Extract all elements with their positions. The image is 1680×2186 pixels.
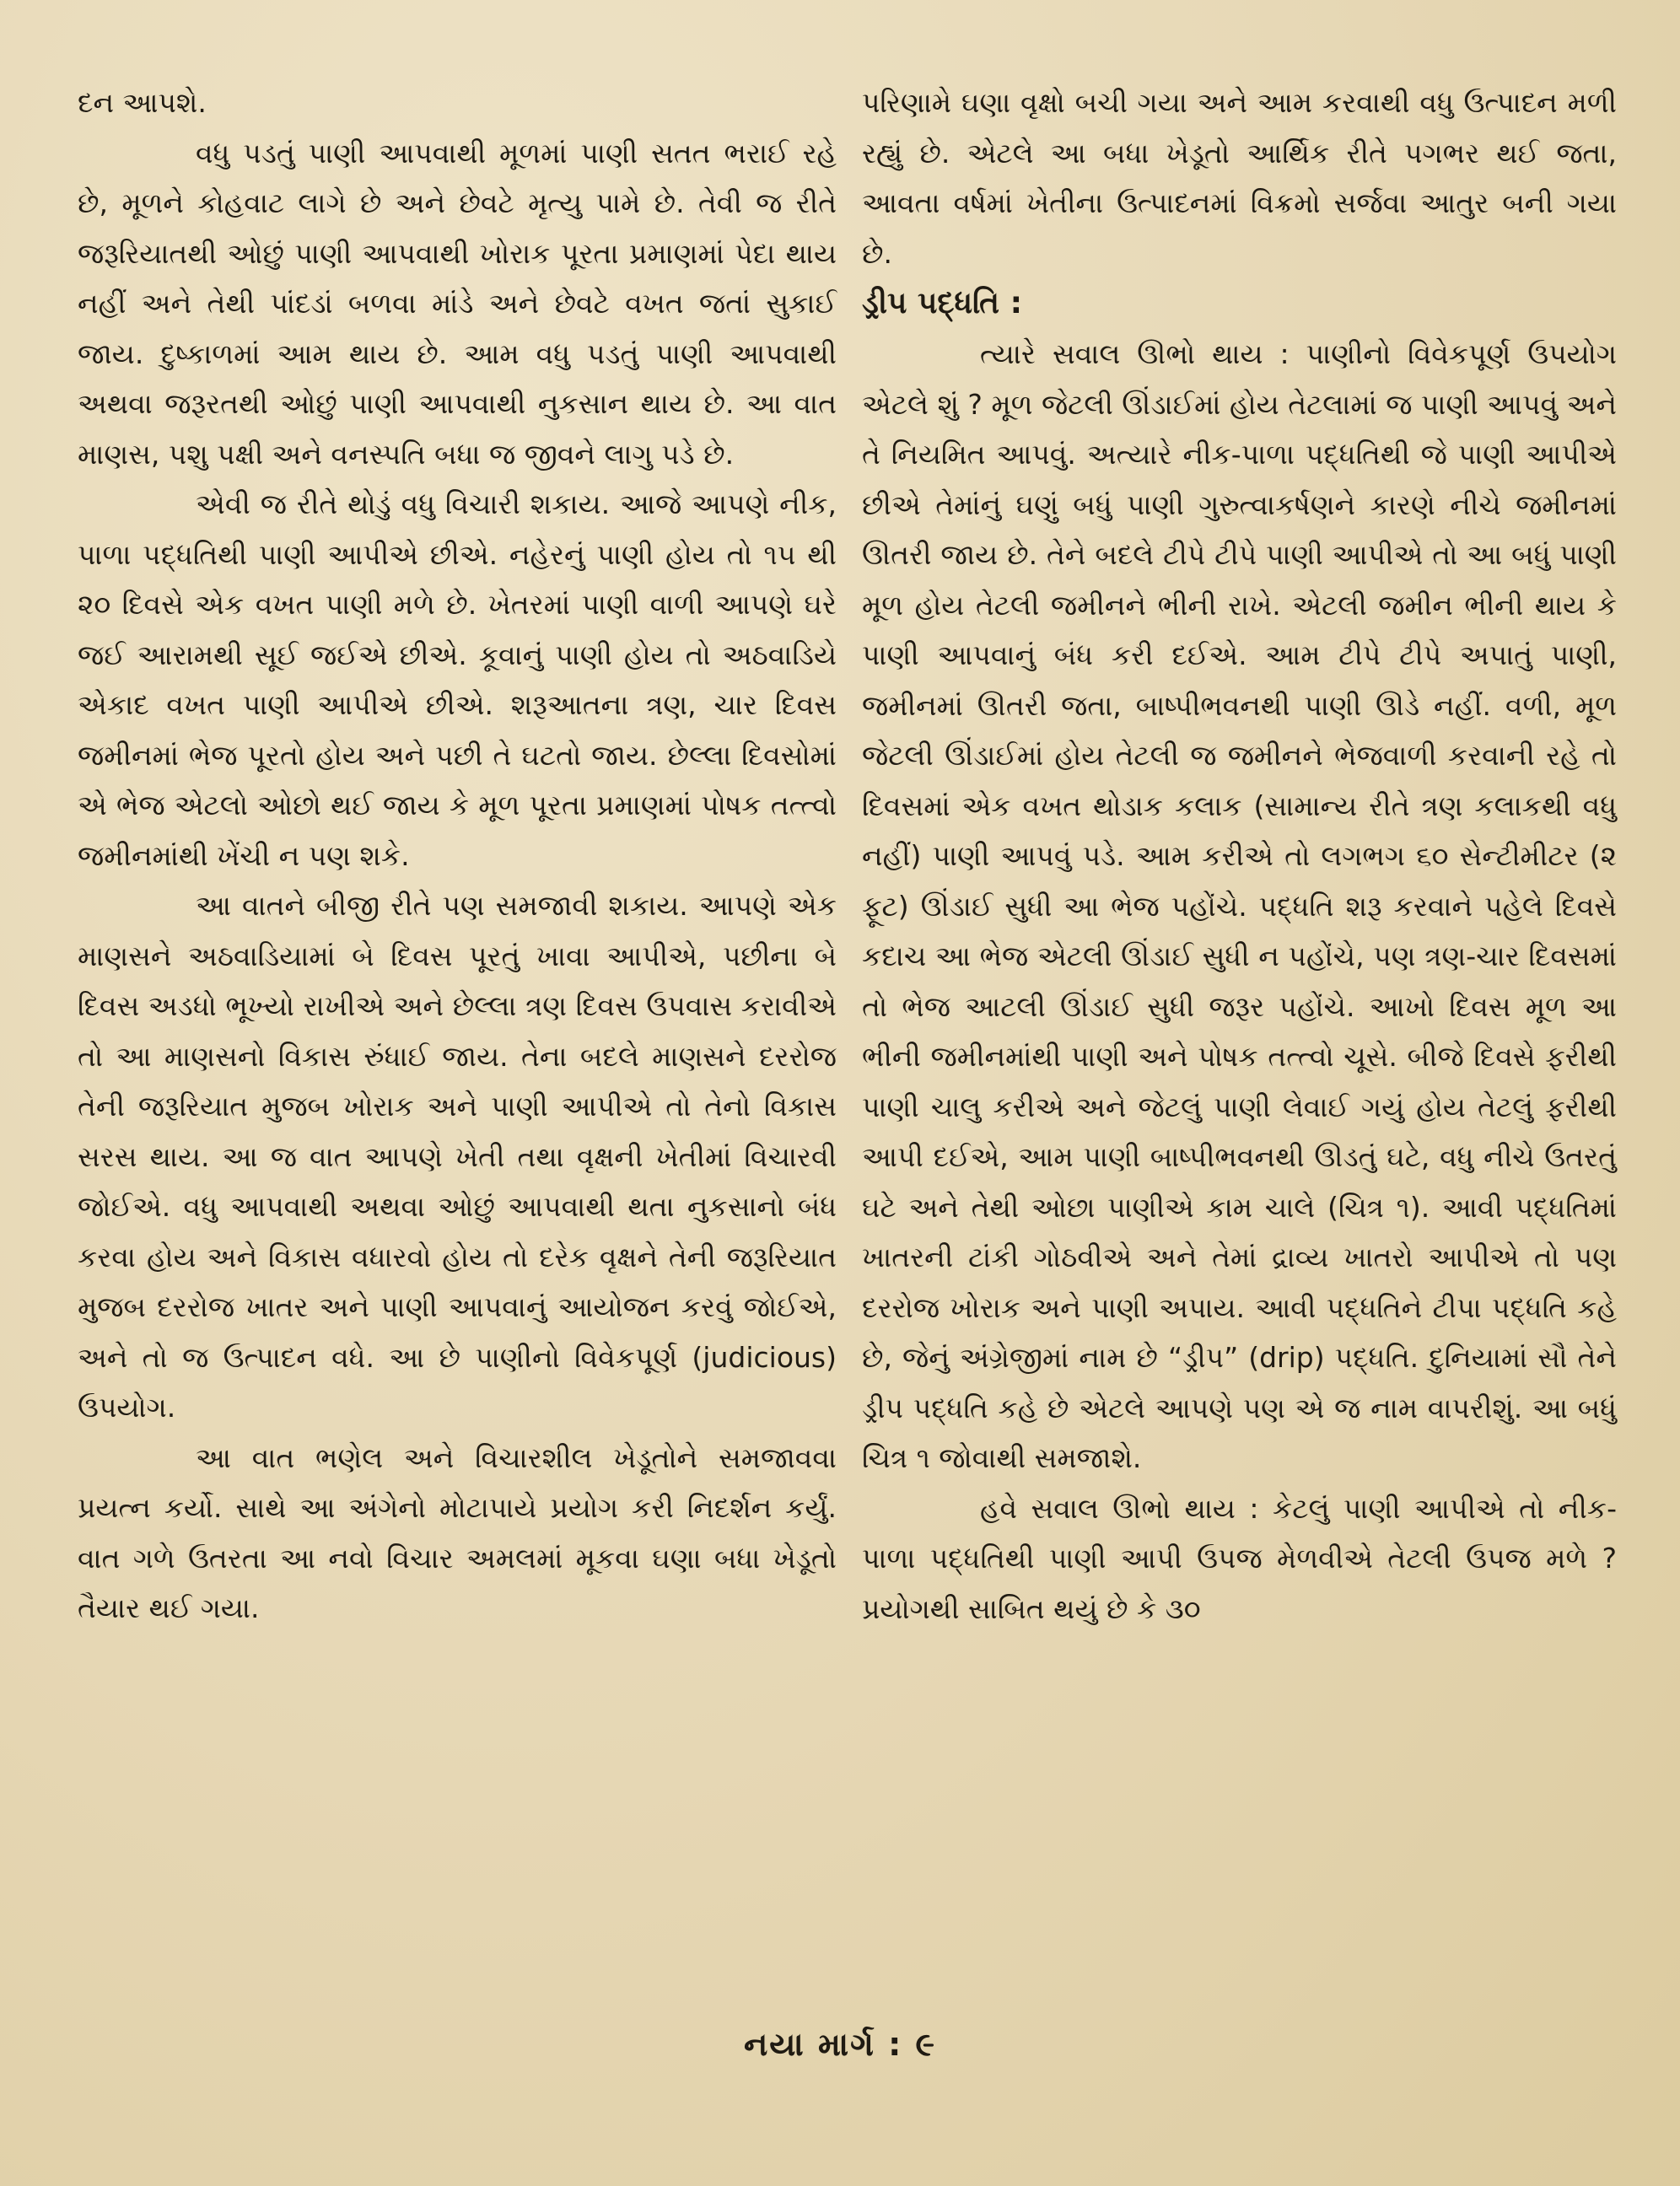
section-heading: ડ્રીપ પદ્ધતિ : (862, 286, 1022, 320)
paragraph: પરિણામે ઘણા વૃક્ષો બચી ગયા અને આમ કરવાથી વધુ ઉત્પાદન મળી રહ્યું છે. એટલે આ બધા ખેડૂતો આર્થિક રીતે પગભર થઈ જતા, આવતા વર્ષમાં ખેતીના ઉત્પાદનમાં વિક્રમો સર્જવા આતુર બની ગયા છે. (862, 86, 1617, 270)
paragraph: વધુ પડતું પાણી આપવાથી મૂળમાં પાણી સતત ભરાઈ રહે છે, મૂળને કોહવાટ લાગે છે અને છેવટે મૃત્યુ પામે છે. તેવી જ રીતે જરૂરિયાતથી ઓછું પાણી આપવાથી ખોરાક પૂરતા પ્રમાણમાં પેદા થાય નહીં અને તેથી પાંદડાં બળવા માંડે અને છેવટે વખત જતાં સુકાઈ જાય. દુષ્કાળમાં આમ થાય છે. આમ વધુ પડતું પાણી આપવાથી અથવા જરૂરતથી ઓછું પાણી આપવાથી નુકસાન થાય છે. આ વાત માણસ, પશુ પક્ષી અને વનસ્પતિ બધા જ જીવને લાગુ પડે છે. (78, 136, 837, 471)
paragraph: આ વાત ભણેલ અને વિચારશીલ ખેડૂતોને સમજાવવા પ્રયત્ન કર્યો. સાથે આ અંગેનો મોટાપાયે પ્રયોગ કરી નિદર્શન કર્યું. વાત ગળે ઉતરતા આ નવો વિચાર અમલમાં મૂકવા ઘણા બધા ખેડૂતો તૈયાર થઈ ગયા. (78, 1440, 837, 1624)
paragraph: આ વાતને બીજી રીતે પણ સમજાવી શકાય. આપણે એક માણસને અઠવાડિયામાં બે દિવસ પૂરતું ખાવા આપીએ, પછીના બે દિવસ અડધો ભૂખ્યો રાખીએ અને છેલ્લા ત્રણ દિવસ ઉપવાસ કરાવીએ તો આ માણસનો વિકાસ રુંધાઈ જાય. તેના બદલે માણસને દરરોજ તેની જરૂરિયાત મુજબ ખોરાક અને પાણી આપીએ તો તેનો વિકાસ સરસ થાય. આ જ વાત આપણે ખેતી તથા વૃક્ષની ખેતીમાં વિચારવી જોઈએ. વધુ આપવાથી અથવા ઓછું આપવાથી થતા નુકસાનો બંધ કરવા હોય અને વિકાસ વધારવો હોય તો દરેક વૃક્ષને તેની જરૂરિયાત મુજબ દરરોજ ખાતર અને પાણી આપવાનું આયોજન કરવું જોઈએ, અને તો જ ઉત્પાદન વધે. આ છે પાણીનો વિવેકપૂર્ણ (judicious) ઉપયોગ. (78, 889, 837, 1424)
paragraph: ત્યારે સવાલ ઊભો થાય : પાણીનો વિવેકપૂર્ણ ઉપયોગ એટલે શું ? મૂળ જેટલી ઊંડાઈમાં હોય તેટલામાં જ પાણી આપવું અને તે નિયમિત આપવું. અત્યારે નીક-પાળા પદ્ધતિથી જે પાણી આપીએ છીએ તેમાંનું ઘણું બધું પાણી ગુરુત્વાકર્ષણને કારણે નીચે જમીનમાં ઊતરી જાય છે. તેને બદલે ટીપે ટીપે પાણી આપીએ તો આ બધું પાણી મૂળ હોય તેટલી જમીનને ભીની રાખે. એટલી જમીન ભીની થાય કે પાણી આપવાનું બંધ કરી દઈએ. આમ ટીપે ટીપે અપાતું પાણી, જમીનમાં ઊતરી જતા, બાષ્પીભવનથી પાણી ઊડે નહીં. વળી, મૂળ જેટલી ઊંડાઈમાં હોય તેટલી જ જમીનને ભેજવાળી કરવાની રહે તો દિવસમાં એક વખત થોડાક કલાક (સામાન્ય રીતે ત્રણ કલાકથી વધુ નહીં) પાણી આપવું પડે. આમ કરીએ તો લગભગ ૬૦ સેન્ટીમીટર (૨ ફૂટ) ઊંડાઈ સુધી આ ભેજ પહોંચે. પદ્ધતિ શરૂ કરવાને પહેલે દિવસે કદાચ આ ભેજ એટલી ઊંડાઈ સુધી ન પહોંચે, પણ ત્રણ-ચાર દિવસમાં તો ભેજ આટલી ઊંડાઈ સુધી જરૂર પહોંચે. આખો દિવસ મૂળ આ ભીની જમીનમાંથી પાણી અને પોષક તત્ત્વો ચૂસે. બીજે દિવસે ફરીથી પાણી ચાલુ કરીએ અને જેટલું પાણી લેવાઈ ગયું હોય તેટલું ફરીથી આપી દઈએ, આમ પાણી બાષ્પીભવનથી ઊડતું ઘટે, વધુ નીચે ઉતરતું ઘટે અને તેથી ઓછા પાણીએ કામ ચાલે (ચિત્ર ૧). આવી પદ્ધતિમાં ખાતરની ટાંકી ગોઠવીએ અને તેમાં દ્રાવ્ય ખાતરો આપીએ તો પણ દરરોજ ખોરાક અને પાણી અપાય. આવી પદ્ધતિને ટીપા પદ્ધતિ કહે છે, જેનું અંગ્રેજીમાં નામ છે “ડ્રીપ” (drip) પદ્ધતિ. દુનિયામાં સૌ તેને ડ્રીપ પદ્ધતિ કહે છે એટલે આપણે પણ એ જ નામ વાપરીશું. આ બધું ચિત્ર ૧ જોવાથી સમજાશે. (862, 337, 1617, 1474)
left-column (78, 78, 837, 1634)
paragraph: એવી જ રીતે થોડું વધુ વિચારી શકાય. આજે આપણે નીક, પાળા પદ્ધતિથી પાણી આપીએ છીએ. નહેરનું પાણી હોય તો ૧૫ થી ૨૦ દિવસે એક વખત પાણી મળે છે. ખેતરમાં પાણી વાળી આપણે ઘરે જઈ આરામથી સૂઈ જઈએ છીએ. કૂવાનું પાણી હોય તો અઠવાડિયે એકાદ વખત પાણી આપીએ છીએ. શરૂઆતના ત્રણ, ચાર દિવસ જમીનમાં ભેજ પૂરતો હોય અને પછી તે ઘટતો જાય. છેલ્લા દિવસોમાં એ ભેજ એટલો ઓછો થઈ જાય કે મૂળ પૂરતા પ્રમાણમાં પોષક તત્ત્વો જમીનમાંથી ખેંચી ન પણ શકે. (78, 487, 837, 872)
right-column (862, 78, 1617, 1634)
page-footer: નયા માર્ગ : ૯ (743, 2026, 936, 2063)
paragraph: દન આપશે. (78, 86, 207, 119)
paragraph: હવે સવાલ ઊભો થાય : કેટલું પાણી આપીએ તો નીક-પાળા પદ્ધતિથી પાણી આપી ઉપજ મેળવીએ તેટલી ઉપજ મળે ? પ્રયોગથી સાબિત થયું છે કે ૩૦ (862, 1491, 1617, 1625)
